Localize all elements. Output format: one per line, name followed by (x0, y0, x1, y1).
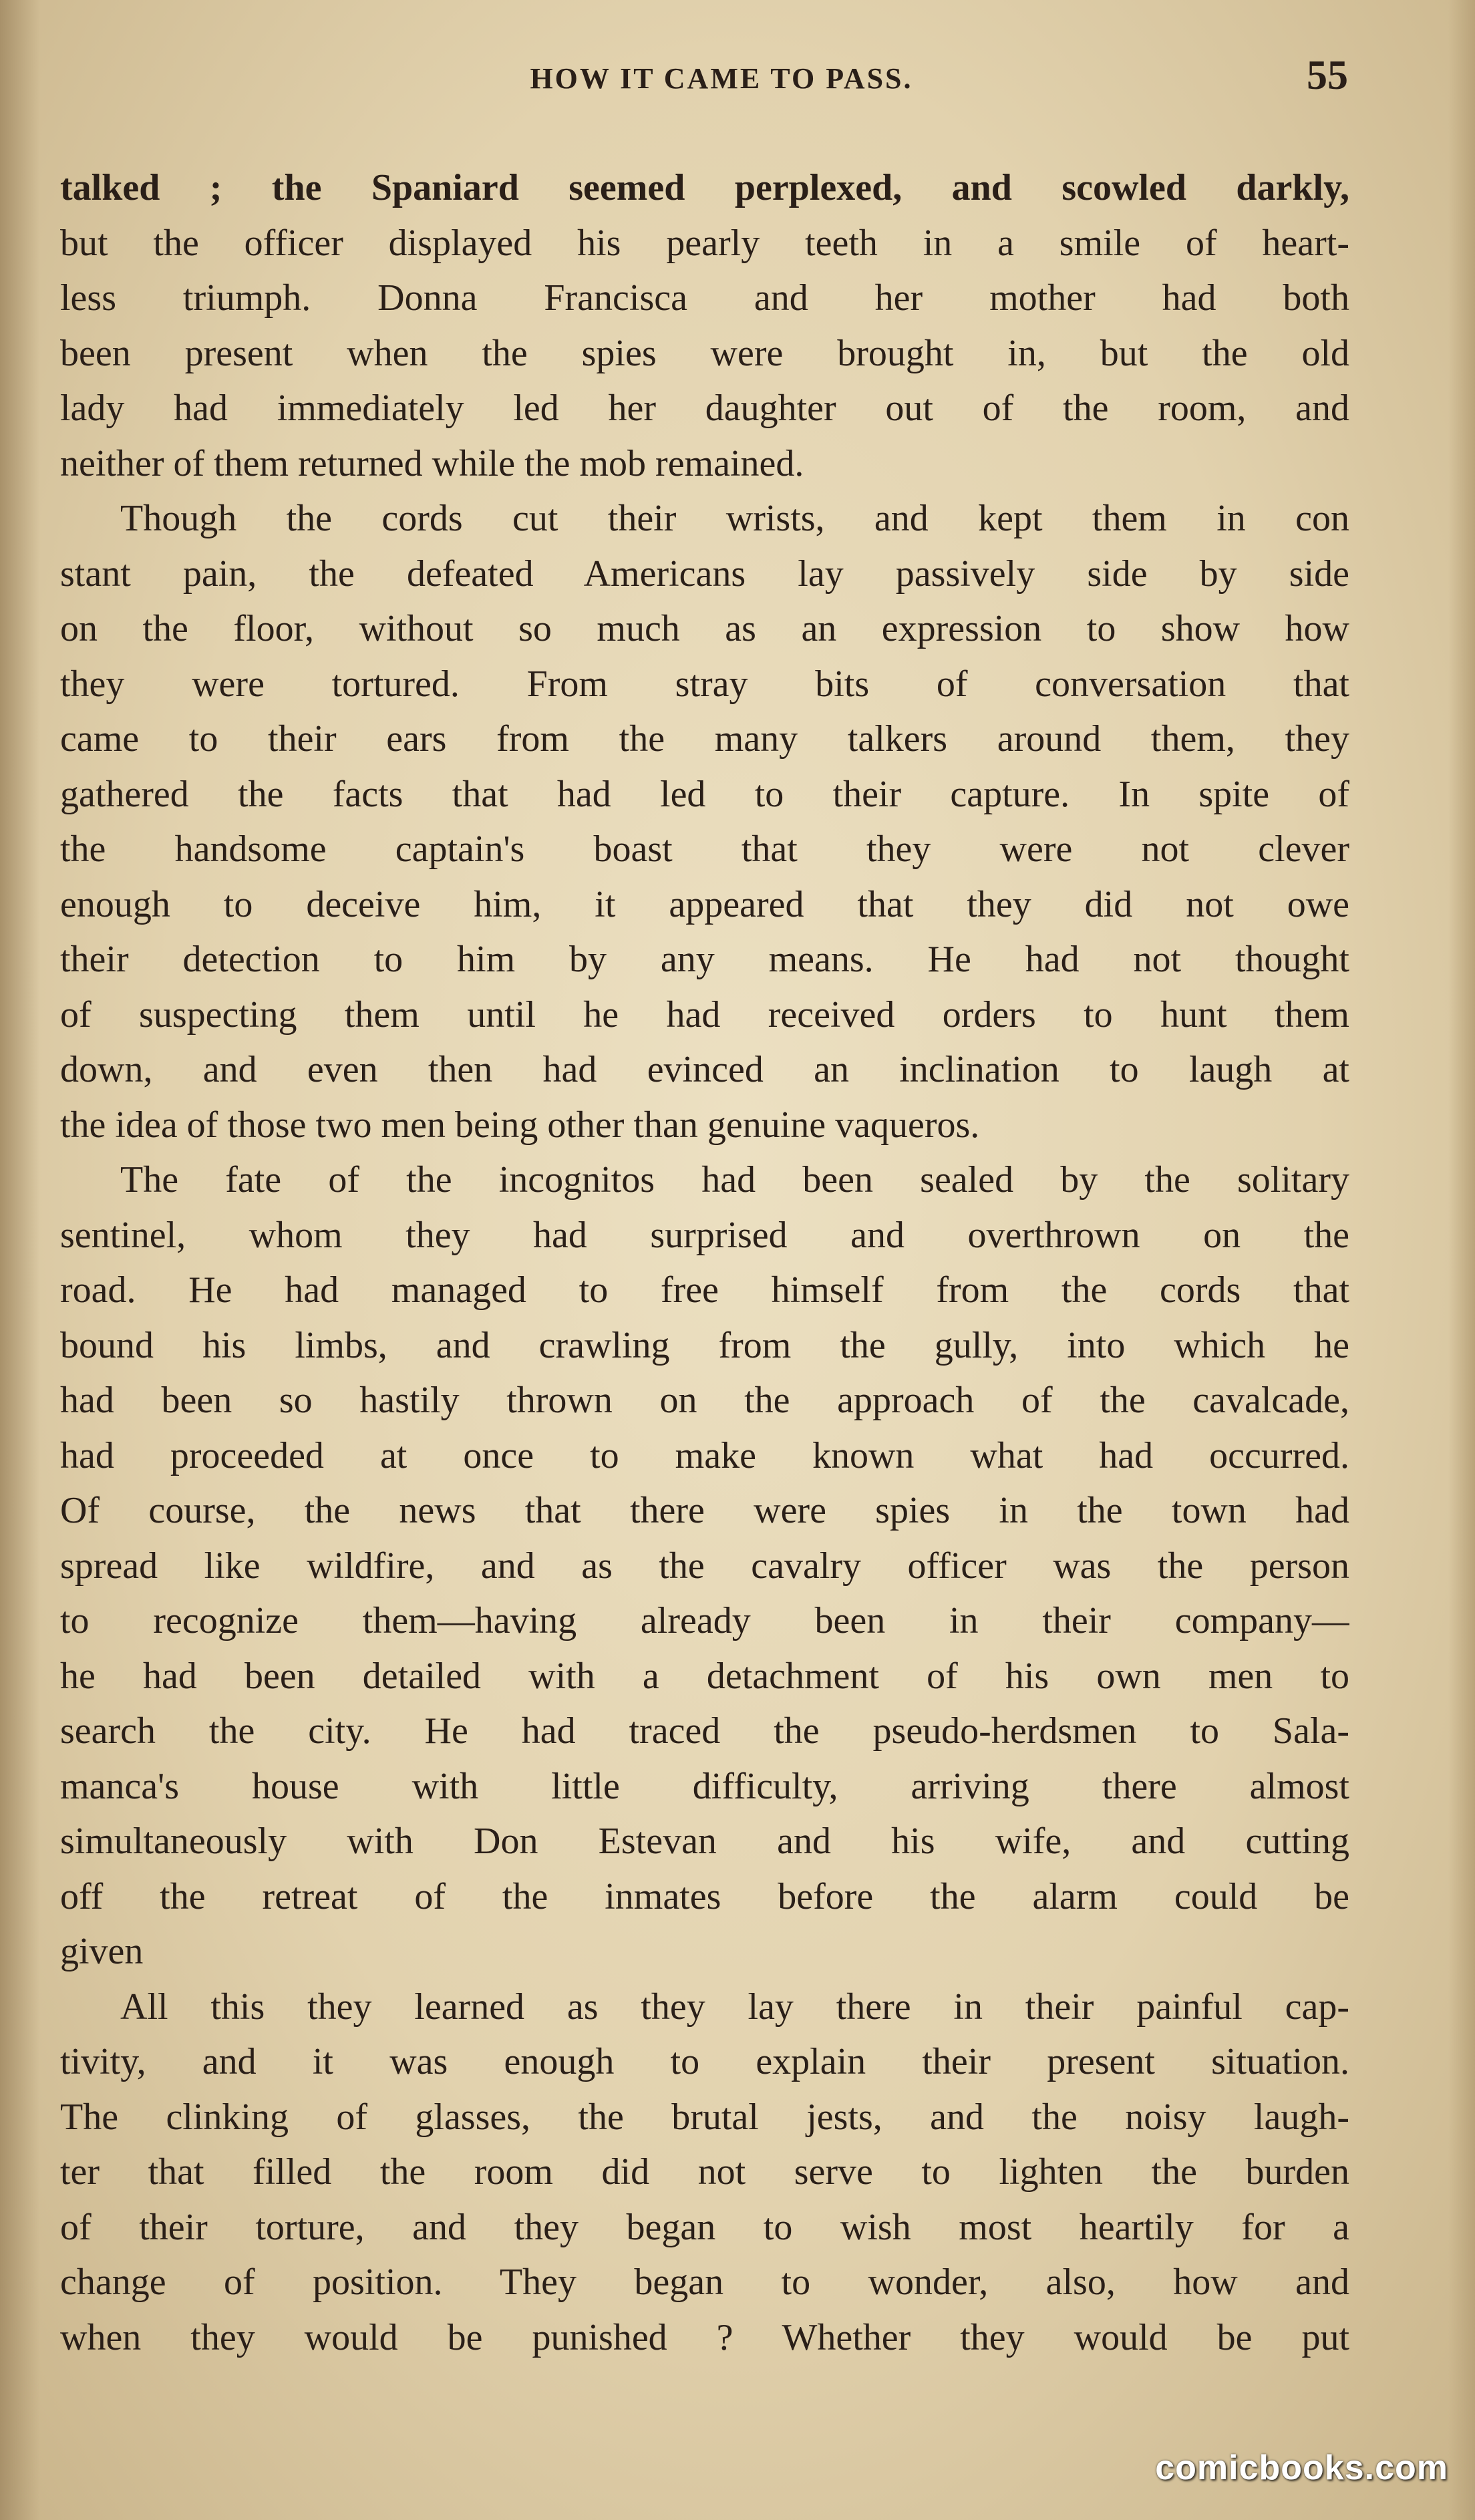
text-line: simultaneously with Don Estevan and his wife, and cutting (60, 1821, 1349, 1862)
text-line: Though the cords cut their wrists, and kept them in con (120, 498, 1349, 539)
page-gutter-shadow (0, 0, 40, 2520)
text-line: to recognize them—having already been in their company— (60, 1600, 1349, 1641)
text-line: down, and even then had evinced an inclination to laugh at (60, 1049, 1349, 1090)
text-line: enough to deceive him, it appeared that they did not owe (60, 883, 1349, 925)
text-line: talked ; the Spaniard seemed perplexed, and scowled darkly, (60, 167, 1349, 208)
text-line: on the floor, without so much as an expression to show how (60, 608, 1349, 649)
text-line: had proceeded at once to make known what had occurred. (60, 1434, 1349, 1476)
text-line: change of position. They began to wonder, also, how and (60, 2261, 1349, 2303)
text-line: the handsome captain's boast that they were not clever (60, 828, 1349, 870)
text-line: came to their ears from the many talkers around them, they (60, 718, 1349, 760)
text-line: sentinel, whom they had surprised and overthrown on the (60, 1214, 1349, 1256)
text-line: road. He had managed to free himself from the cords that (60, 1269, 1349, 1311)
text-line: of their torture, and they began to wish most heartily for a (60, 2206, 1349, 2248)
text-line: but the officer displayed his pearly teeth in a smile of heart- (60, 222, 1349, 264)
running-title: HOW IT CAME TO PASS. (530, 62, 913, 95)
text-line: when they would be punished ? Whether they would be put (60, 2316, 1349, 2358)
text-line: search the city. He had traced the pseudo-herdsmen to Sala- (60, 1710, 1349, 1752)
text-line: bound his limbs, and crawling from the gully, into which he (60, 1324, 1349, 1366)
text-line: had been so hastily thrown on the approach of the cavalcade, (60, 1380, 1349, 1421)
text-line: stant pain, the defeated Americans lay passively side by side (60, 553, 1349, 595)
text-line: Of course, the news that there were spies in the town had (60, 1490, 1349, 1531)
page-edge-shadow (1448, 0, 1475, 2520)
text-line: he had been detailed with a detachment of his own men to (60, 1655, 1349, 1697)
text-line: spread like wildfire, and as the cavalry officer was the person (60, 1545, 1349, 1587)
text-line: The clinking of glasses, the brutal jests, and the noisy laugh- (60, 2096, 1349, 2138)
text-line: ter that filled the room did not serve to lighten the burden (60, 2151, 1349, 2193)
text-line: gathered the facts that had led to their capture. In spite of (60, 773, 1349, 815)
text-line: the idea of those two men being other than genuine vaqueros. (60, 1104, 980, 1146)
site-watermark: comicbooks.com (1155, 2449, 1448, 2487)
text-line: manca's house with little difficulty, arriving there almost (60, 1765, 1349, 1807)
text-line: lady had immediately led her daughter out of the room, and (60, 387, 1349, 429)
text-line: of suspecting them until he had received orders to hunt them (60, 993, 1349, 1036)
text-line: they were tortured. From stray bits of conversation that (60, 663, 1349, 705)
text-line: been present when the spies were brought in, but the old (60, 332, 1349, 374)
text-line: neither of them returned while the mob remained. (60, 442, 804, 484)
text-line: All this they learned as they lay there in their painful cap- (120, 1986, 1349, 2028)
text-line: given (60, 1931, 144, 1972)
text-line: tivity, and it was enough to explain their present situation. (60, 2041, 1349, 2082)
text-line: off the retreat of the inmates before the alarm could be (60, 1875, 1349, 1917)
text-line: less triumph. Donna Francisca and her mother had both (60, 277, 1349, 319)
body-text (60, 160, 1349, 2365)
text-line: The fate of the incognitos had been sealed by the solitary (120, 1159, 1349, 1201)
text-line: their detection to him by any means. He had not thought (60, 939, 1349, 980)
page-number: 55 (1307, 53, 1348, 98)
